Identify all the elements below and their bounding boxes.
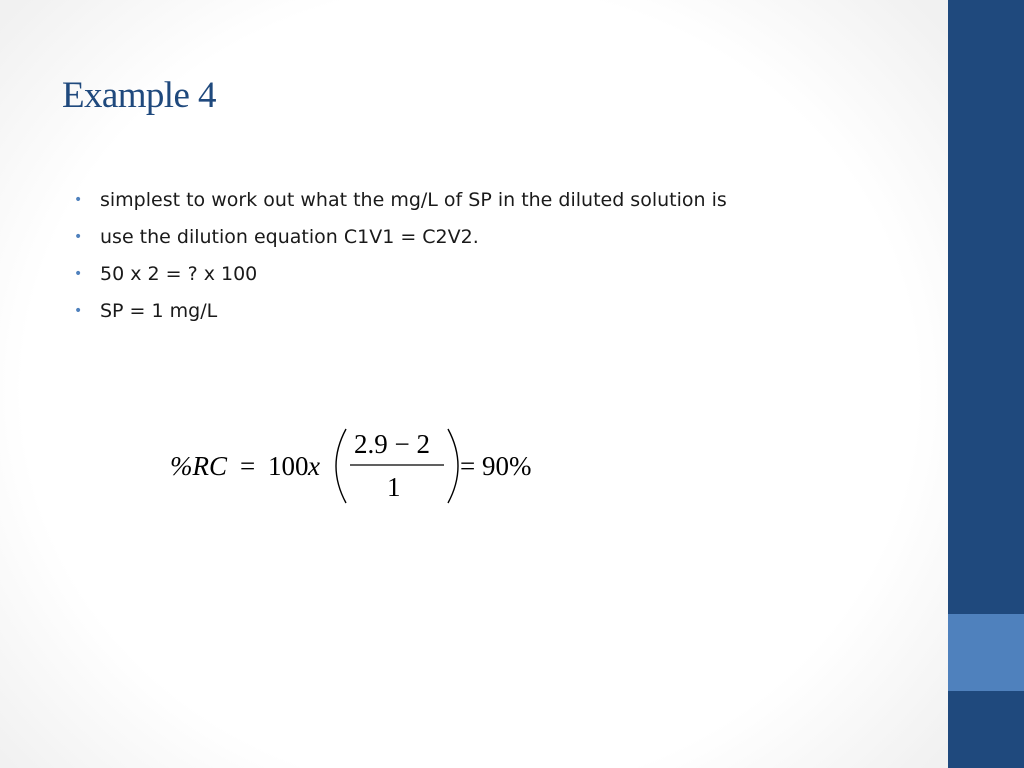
recovery-equation — [168, 425, 548, 507]
bullet-list — [74, 185, 727, 333]
bullet-marker: • — [74, 303, 83, 319]
equation-lhs: %RC — [170, 451, 227, 481]
bullet-item — [74, 185, 727, 222]
equation-times: x — [308, 451, 320, 481]
equation-equals-sign: = — [240, 451, 256, 481]
bullet-marker: • — [74, 192, 83, 208]
slide-title: Example 4 — [62, 75, 216, 116]
sidebar-accent-block — [948, 614, 1024, 691]
fraction-numerator: 2.9 − 2 — [354, 429, 430, 459]
right-parenthesis — [448, 429, 458, 503]
fraction-denominator: 1 — [387, 472, 401, 502]
bullet-marker: • — [74, 266, 83, 282]
equation-coefficient: 100 — [268, 451, 309, 481]
left-parenthesis — [336, 429, 346, 503]
bullet-text: SP = 1 mg/L — [100, 300, 218, 322]
bullet-item — [74, 296, 727, 333]
bullet-text: 50 x 2 = ? x 100 — [100, 263, 258, 285]
bullet-item — [74, 259, 727, 296]
bullet-marker: • — [74, 229, 83, 245]
equation-result-equals-sign: = — [460, 451, 476, 481]
bullet-item — [74, 222, 727, 259]
equation-result: 90% — [482, 451, 532, 481]
bullet-text: use the dilution equation C1V1 = C2V2. — [100, 226, 479, 248]
bullet-text: simplest to work out what the mg/L of SP in the diluted solution is — [100, 189, 727, 211]
